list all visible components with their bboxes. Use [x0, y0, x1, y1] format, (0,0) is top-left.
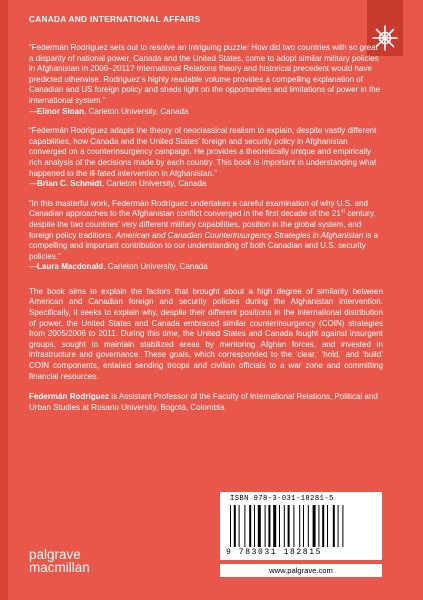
attribution-dash: — — [29, 262, 38, 272]
author-bio-text: is Assistant Professor of the Faculty of International Relations, Political and Urban Studies at Rosario University, Bogotá, Colombia. — [29, 392, 378, 412]
endorsement-text-part: century, despite the two countries’ very different military capabilities, position in the global system, and foreign policy traditions. — [29, 209, 376, 240]
endorsement-attribution — [29, 262, 383, 273]
endorsement-2 — [29, 126, 383, 190]
endorser-affiliation: , Carleton University, Canada — [103, 262, 208, 272]
publisher-name-line1: palgrave — [29, 547, 81, 562]
endorser-affiliation: , Carleton University, Canada — [101, 179, 207, 189]
author-bio — [29, 392, 383, 413]
endorsement-attribution — [29, 179, 383, 190]
endorsement-text-part: “In this masterful work, Federmán Rodríguez undertakes a careful examination of why U.S. and Canadian approaches to the Afghanistan conflict converged in the first decade of the 21 — [29, 198, 369, 219]
isbn-number: ISBN 978-3-031-18281-5 — [230, 495, 334, 503]
publisher-name-line2: macmillan — [29, 560, 90, 575]
endorser-name: Elinor Sloan — [37, 106, 84, 116]
attribution-dash: — — [29, 179, 38, 189]
ordinal-suffix: st — [340, 208, 346, 215]
endorsement-3 — [29, 199, 383, 273]
endorser-name: Brian C. Schmidt — [37, 179, 102, 189]
endorsement-text-part: is a compelling and important contribution to our understanding of both Canadian and U.S. security policies.” — [29, 230, 379, 261]
endorsement-text: “Federmán Rodríguez adapts the theory of neoclassical realism to explain, despite vastly different capabilities, how Canada and the United States’ foreign and security policy in Afghanistan converged on a counterinsurgency campaign. He provides a theoretically unique and empirically rich analysis of the decisions made by each country. This book is important in understanding what happened to the ill-fated intervention in Afghanistan.” — [29, 126, 377, 178]
cover-text — [29, 43, 383, 413]
endorser-name: Laura Macdonald — [37, 262, 104, 272]
barcode-digits: 9 783031 182815 — [226, 548, 323, 557]
attribution-dash: — — [29, 106, 38, 116]
endorser-affiliation: , Carleton University, Canada — [84, 106, 189, 116]
barcode-icon — [230, 505, 372, 547]
publisher-url: www.palgrave.com — [220, 564, 382, 577]
book-title: American and Canadian Counterinsurgency Strategies in Afghanistan — [115, 230, 364, 240]
book-description: The book aims to explain the factors that brought about a high degree of similarity between American and Canadian foreign and security policies during the Afghanistan intervention. Specifically, it seeks to explain why, despite their different positions in the international distribution of power, the United States and Canada embraced similar counterinsurgency (COIN) strategies from 2005/2006 to 2011. During this time, the United States and Canada fought against insurgent groups, sought to maintain stabilized areas by mentoring Afghan forces, and invested in infrastructure and governance. These goals, which corresponded to the ‘clear,’ ‘hold,’ and ‘build’ COIN components, entailed sending troops and civilian officials to a war zone and committing financial resources. — [29, 286, 383, 381]
author-name: Federmán Rodríguez — [29, 392, 110, 402]
publisher-logo — [29, 548, 90, 574]
endorsement-1 — [29, 43, 383, 117]
series-title: CANADA AND INTERNATIONAL AFFAIRS — [29, 15, 201, 24]
endorsement-text — [29, 199, 383, 263]
endorsement-text: “Federmán Rodríguez sets out to resolve an intriguing puzzle: How did two countries with so great a disparity of national power, Canada and the United States, come to adopt similar military policies in Afghanistan in 2006–2011? International Relations theory and historical precedent would have predicted otherwise. Rodriguez’s highly readable volume provides a compelling explanation of Canadian and US foreign policy and sheds light on the opportunities and limitations of power in the international system.” — [29, 43, 381, 105]
endorsement-attribution — [29, 107, 383, 118]
spine-edge — [0, 0, 8, 600]
isbn-barcode — [220, 492, 382, 560]
